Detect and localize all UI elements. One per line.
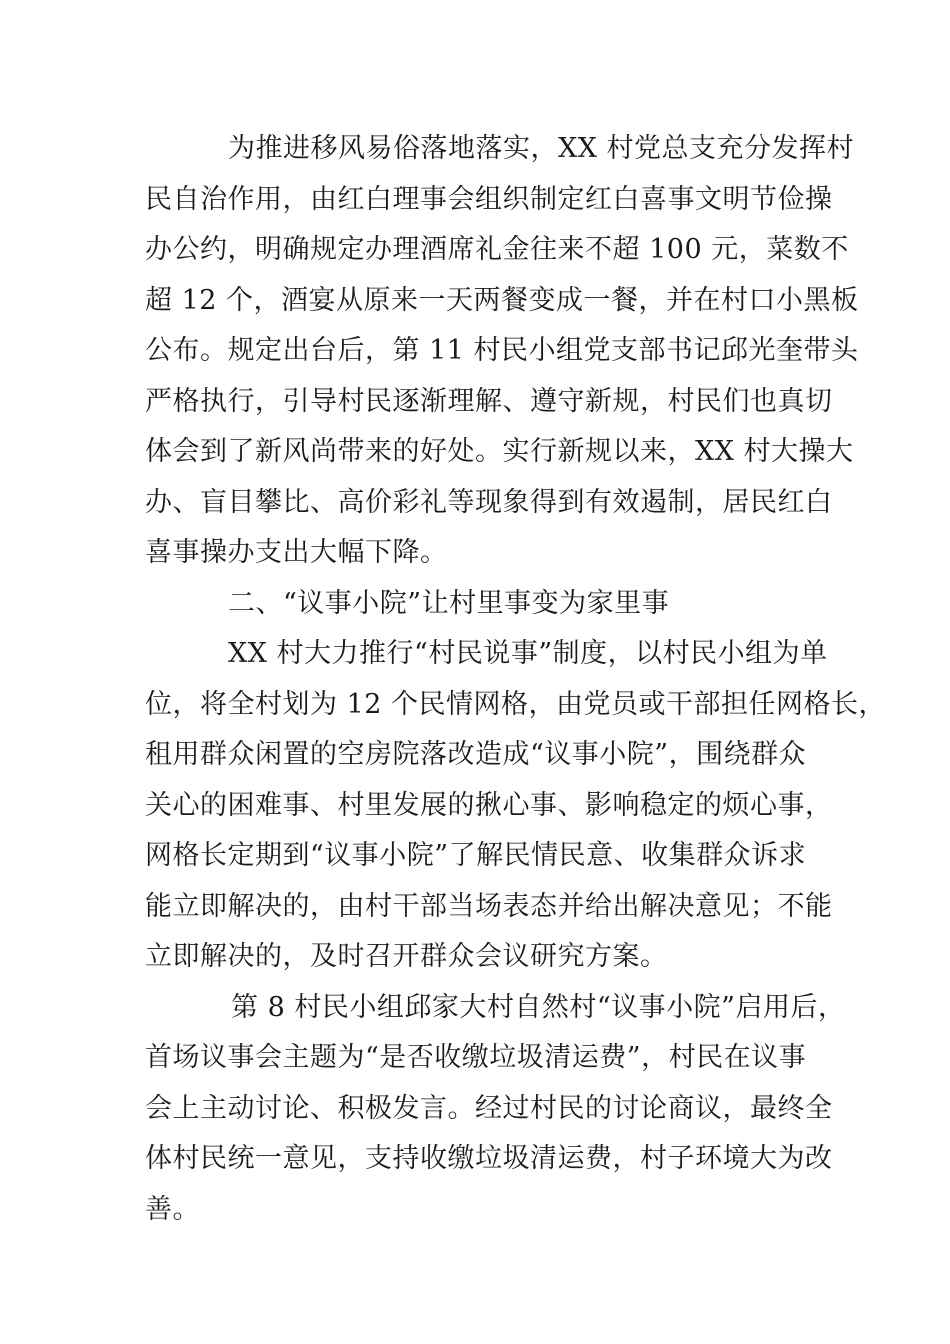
text-line: 体会到了新风尚带来的好处。实行新规以来，XX 村大操大 <box>145 436 854 467</box>
text-line: 公布。规定出台后，第 11 村民小组党支部书记邱光奎带头 <box>145 335 859 366</box>
text-line: 办公约，明确规定办理酒席礼金往来不超 100 元，菜数不 <box>145 234 849 265</box>
text-line: 第 8 村民小组邱家大村自然村“议事小院”启用后， <box>231 991 846 1023</box>
text-line: 喜事操办支出大幅下降。 <box>145 537 448 568</box>
text-line: 严格执行，引导村民逐渐理解、遵守新规，村民们也真切 <box>145 385 833 417</box>
paragraph-villager-affairs <box>145 629 887 983</box>
text-line: 超 12 个，酒宴从原来一天两餐变成一餐，并在村口小黑板 <box>145 284 859 316</box>
text-line: 为推进移风易俗落地落实，XX 村党总支充分发挥村 <box>228 133 855 164</box>
text-line: 体村民统一意见，支持收缴垃圾清运费，村子环境大为改 <box>145 1143 833 1174</box>
section-heading: 二、“议事小院”让村里事变为家里事 <box>228 587 670 619</box>
paragraph-customs-reform <box>145 124 859 579</box>
text-line: 租用群众闲置的空房院落改造成“议事小院”，围绕群众 <box>145 739 807 770</box>
text-line: 民自治作用，由红白理事会组织制定红白喜事文明节俭操 <box>145 183 833 215</box>
text-line: 网格长定期到“议事小院”了解民情民意、收集群众诉求 <box>145 840 807 871</box>
text-line: 立即解决的，及时召开群众会议研究方案。 <box>145 941 668 972</box>
text-line: 办、盲目攀比、高价彩礼等现象得到有效遏制，居民红白 <box>145 486 833 518</box>
text-line: 位，将全村划为 12 个民情网格，由党员或干部担任网格长， <box>145 688 887 720</box>
text-line: 关心的困难事、村里发展的揪心事、影响稳定的烦心事， <box>145 789 833 821</box>
document-body <box>145 124 887 1235</box>
text-line: 善。 <box>145 1193 200 1225</box>
text-line: 会上主动讨论、积极发言。经过村民的讨论商议，最终全 <box>145 1092 833 1124</box>
text-line: XX 村大力推行“村民说事”制度，以村民小组为单 <box>228 638 828 669</box>
text-line: 首场议事会主题为“是否收缴垃圾清运费”，村民在议事 <box>145 1042 807 1073</box>
text-line: 能立即解决的，由村干部当场表态并给出解决意见；不能 <box>145 890 833 922</box>
paragraph-garbage-fee <box>145 983 845 1236</box>
